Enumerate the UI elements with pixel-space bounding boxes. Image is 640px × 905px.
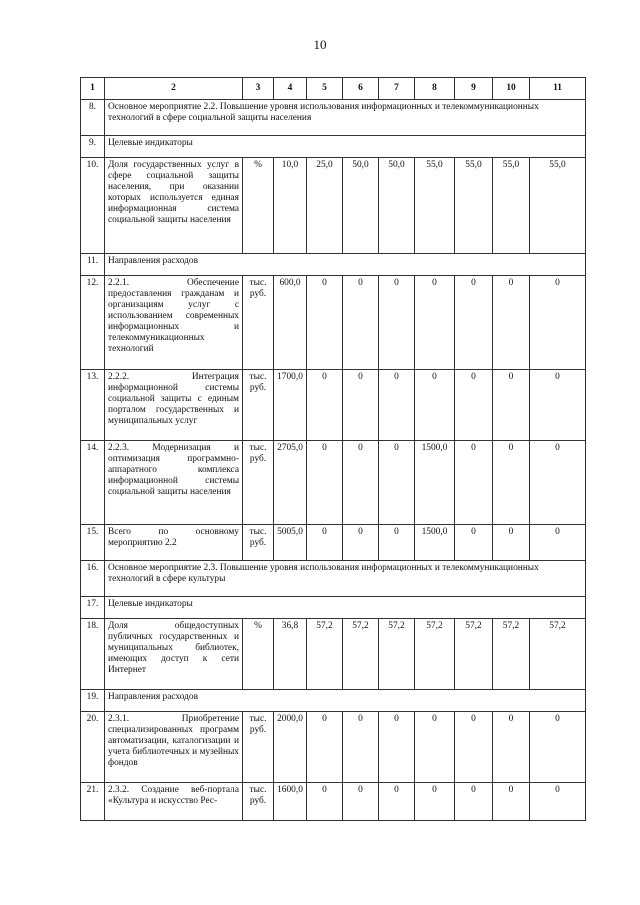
value-cell: 0 xyxy=(379,712,415,783)
value-cell: 0 xyxy=(343,370,379,441)
row-number: 14. xyxy=(81,441,105,525)
row-number: 11. xyxy=(81,254,105,276)
value-cell: 55,0 xyxy=(530,158,586,254)
table-row xyxy=(81,525,586,561)
value-cell: 57,2 xyxy=(530,619,586,690)
value-cell: 57,2 xyxy=(455,619,493,690)
table-row xyxy=(81,690,586,712)
unit-cell: тыс. руб. xyxy=(243,276,274,370)
col-header: 6 xyxy=(343,78,379,100)
row-number: 15. xyxy=(81,525,105,561)
value-cell: 57,2 xyxy=(415,619,455,690)
row-number: 18. xyxy=(81,619,105,690)
indicator-name: Доля государственных услуг в сфере социальной защиты населения, при оказании которых используется единая информационная система социальной защиты населения xyxy=(105,158,243,254)
value-cell: 0 xyxy=(343,712,379,783)
col-header: 9 xyxy=(455,78,493,100)
row-number: 19. xyxy=(81,690,105,712)
value-cell: 0 xyxy=(415,712,455,783)
value-cell: 0 xyxy=(530,441,586,525)
indicator-name: 2.3.1. Приобретение специализированных программ автоматизации, каталогизации и учета библиотечных и музейных фондов xyxy=(105,712,243,783)
value-cell: 0 xyxy=(455,370,493,441)
value-cell: 50,0 xyxy=(379,158,415,254)
section-title: Основное мероприятие 2.3. Повышение уровня использования информационных и телекоммуникационных технологий в сфере культуры xyxy=(105,561,586,597)
row-number: 20. xyxy=(81,712,105,783)
value-cell: 0 xyxy=(343,525,379,561)
col-header: 11 xyxy=(530,78,586,100)
col-header: 8 xyxy=(415,78,455,100)
value-cell: 57,2 xyxy=(493,619,530,690)
row-number: 21. xyxy=(81,783,105,821)
value-cell: 0 xyxy=(493,441,530,525)
value-cell: 55,0 xyxy=(415,158,455,254)
value-cell: 55,0 xyxy=(455,158,493,254)
col-header: 5 xyxy=(307,78,343,100)
value-cell: 0 xyxy=(493,712,530,783)
value-cell: 0 xyxy=(530,712,586,783)
value-cell: 57,2 xyxy=(343,619,379,690)
value-cell: 0 xyxy=(530,370,586,441)
value-cell: 0 xyxy=(455,441,493,525)
table-row xyxy=(81,441,586,525)
value-cell: 0 xyxy=(379,441,415,525)
col-header: 4 xyxy=(274,78,307,100)
value-cell: 0 xyxy=(307,441,343,525)
row-number: 10. xyxy=(81,158,105,254)
table-body xyxy=(81,78,586,821)
value-cell: 0 xyxy=(415,370,455,441)
value-cell: 1500,0 xyxy=(415,525,455,561)
program-table xyxy=(80,77,586,821)
col-header: 2 xyxy=(105,78,243,100)
value-cell: 10,0 xyxy=(274,158,307,254)
table-row xyxy=(81,100,586,136)
value-cell: 0 xyxy=(379,783,415,821)
value-cell: 0 xyxy=(379,370,415,441)
value-cell: 36,8 xyxy=(274,619,307,690)
value-cell: 55,0 xyxy=(493,158,530,254)
value-cell: 0 xyxy=(455,276,493,370)
value-cell: 0 xyxy=(493,370,530,441)
value-cell: 0 xyxy=(455,783,493,821)
row-number: 8. xyxy=(81,100,105,136)
value-cell: 0 xyxy=(343,441,379,525)
table-row xyxy=(81,158,586,254)
row-number: 13. xyxy=(81,370,105,441)
row-number: 17. xyxy=(81,597,105,619)
col-header: 1 xyxy=(81,78,105,100)
unit-cell: тыс. руб. xyxy=(243,712,274,783)
value-cell: 57,2 xyxy=(307,619,343,690)
value-cell: 50,0 xyxy=(343,158,379,254)
indicator-name: Всего по основному мероприятию 2.2 xyxy=(105,525,243,561)
value-cell: 2705,0 xyxy=(274,441,307,525)
indicator-name: Доля общедоступных публичных государственных и муниципальных библиотек, имеющих доступ к сети Интернет xyxy=(105,619,243,690)
value-cell: 57,2 xyxy=(379,619,415,690)
value-cell: 0 xyxy=(379,525,415,561)
table-row xyxy=(81,783,586,821)
value-cell: 0 xyxy=(493,525,530,561)
table-row xyxy=(81,276,586,370)
section-title: Основное мероприятие 2.2. Повышение уровня использования информационных и телекоммуникационных технологий в сфере социальной защиты населения xyxy=(105,100,586,136)
unit-cell: тыс. руб. xyxy=(243,783,274,821)
indicator-name: 2.3.2. Создание веб-портала «Культура и искусство Рес- xyxy=(105,783,243,821)
table-row xyxy=(81,712,586,783)
value-cell: 1700,0 xyxy=(274,370,307,441)
value-cell: 1500,0 xyxy=(415,441,455,525)
table-row xyxy=(81,597,586,619)
row-number: 16. xyxy=(81,561,105,597)
value-cell: 0 xyxy=(307,525,343,561)
value-cell: 2000,0 xyxy=(274,712,307,783)
row-number: 9. xyxy=(81,136,105,158)
section-title: Целевые индикаторы xyxy=(105,597,586,619)
col-header: 10 xyxy=(493,78,530,100)
table-row xyxy=(81,370,586,441)
table-header-row xyxy=(81,78,586,100)
row-number: 12. xyxy=(81,276,105,370)
table-row xyxy=(81,136,586,158)
value-cell: 0 xyxy=(307,370,343,441)
value-cell: 600,0 xyxy=(274,276,307,370)
section-title: Направления расходов xyxy=(105,254,586,276)
table-row xyxy=(81,254,586,276)
value-cell: 0 xyxy=(455,525,493,561)
value-cell: 0 xyxy=(493,276,530,370)
value-cell: 0 xyxy=(530,276,586,370)
table-row xyxy=(81,619,586,690)
unit-cell: % xyxy=(243,158,274,254)
section-title: Целевые индикаторы xyxy=(105,136,586,158)
value-cell: 0 xyxy=(307,783,343,821)
unit-cell: тыс. руб. xyxy=(243,370,274,441)
value-cell: 0 xyxy=(415,783,455,821)
value-cell: 0 xyxy=(415,276,455,370)
unit-cell: тыс. руб. xyxy=(243,441,274,525)
indicator-name: 2.2.2. Интеграция информационной системы социальной защиты с единым порталом государственных и муниципальных услуг xyxy=(105,370,243,441)
value-cell: 1600,0 xyxy=(274,783,307,821)
value-cell: 25,0 xyxy=(307,158,343,254)
page-number: 10 xyxy=(313,37,327,52)
unit-cell: тыс. руб. xyxy=(243,525,274,561)
value-cell: 5005,0 xyxy=(274,525,307,561)
value-cell: 0 xyxy=(343,783,379,821)
col-header: 3 xyxy=(243,78,274,100)
section-title: Направления расходов xyxy=(105,690,586,712)
indicator-name: 2.2.1. Обеспечение предоставления гражданам и организациям услуг с использованием современных информационных и телекоммуникационных технологий xyxy=(105,276,243,370)
value-cell: 0 xyxy=(379,276,415,370)
value-cell: 0 xyxy=(307,712,343,783)
table-row xyxy=(81,561,586,597)
value-cell: 0 xyxy=(530,783,586,821)
value-cell: 0 xyxy=(493,783,530,821)
value-cell: 0 xyxy=(530,525,586,561)
value-cell: 0 xyxy=(343,276,379,370)
value-cell: 0 xyxy=(455,712,493,783)
value-cell: 0 xyxy=(307,276,343,370)
col-header: 7 xyxy=(379,78,415,100)
unit-cell: % xyxy=(243,619,274,690)
indicator-name: 2.2.3. Модернизация и оптимизация программно-аппаратного комплекса информационной системы социальной защиты населения xyxy=(105,441,243,525)
